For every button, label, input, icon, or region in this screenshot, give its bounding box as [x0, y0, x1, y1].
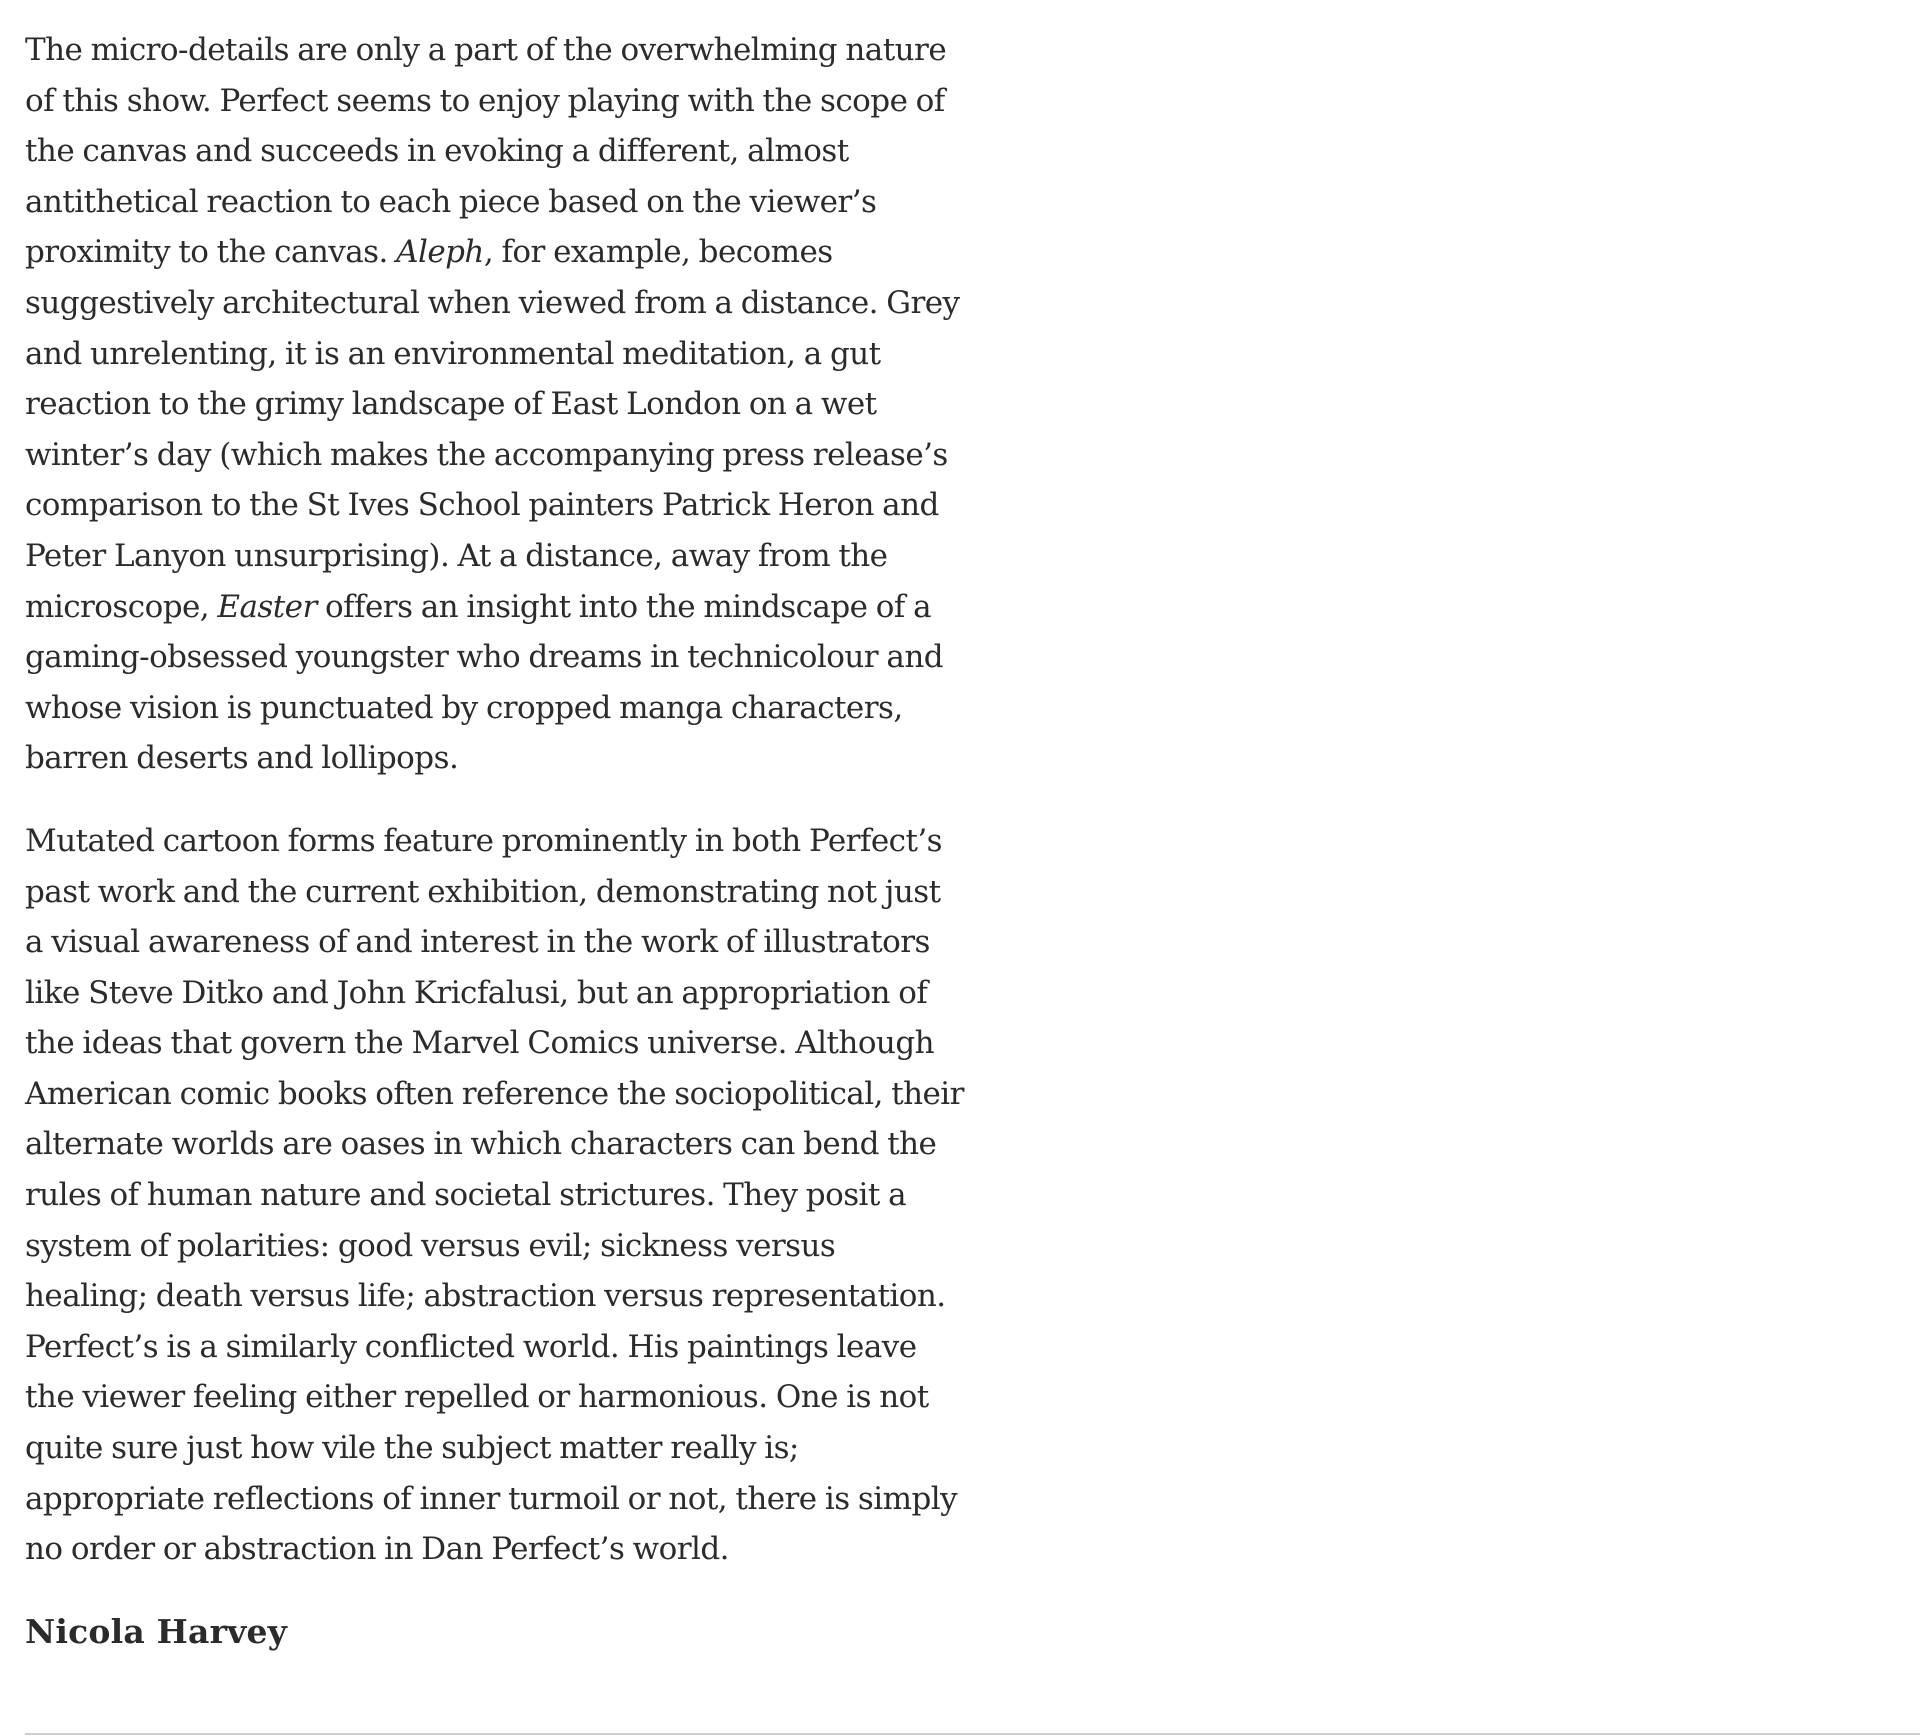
paragraph-2-text-1: Mutated cartoon forms feature prominently in both Perfect’s past work and the current exhibition, demonstrating not just a visual awareness of and interest in the work of illustrators like Steve Ditko and John Kricfalusi, but an appropriation of the ideas that govern the Marvel Comics universe. Although American comic books often reference the sociopolitical, their alternate worlds are oases in which characters can bend the rules of human nature and societal strictures. They posit a system of polarities: good versus evil; sickness versus healing; death versus life; abstraction versus representation. Perfect’s is a similarly conflicted world. His paintings leave the viewer feeling either repelled or harmonious. One is not quite sure just how vile the subject matter really is; appropriate reflections of inner turmoil or not, there is simply no order or abstraction in Dan Perfect’s world.	[25, 822, 964, 1568]
paragraph-1-text-2: , for example, becomes suggestively architectural when viewed from a distance. Grey and unrelenting, it is an environmental meditation, a gut reaction to the grimy landscape of East London on a wet winter’s day (which makes the accompanying press release’s comparison to the St Ives School painters Patrick Heron and Peter Lanyon unsurprising). At a distance, away from the microscope,	[25, 234, 960, 625]
article-paragraph-1	[25, 25, 965, 784]
article-paragraph-2	[25, 816, 965, 1575]
artwork-title-easter: Easter	[217, 588, 317, 625]
paragraph-1-text-1: The micro-details are only a part of the overwhelming nature of this show. Perfect seems to enjoy playing with the scope of the canvas and succeeds in evoking a different, almost antithetical reaction to each piece based on the viewer’s proximity to the canvas.	[25, 32, 947, 271]
divider-line	[25, 1733, 1920, 1735]
artwork-title-aleph: Aleph	[396, 234, 484, 271]
paragraph-1-text-3: offers an insight into the mindscape of a gaming-obsessed youngster who dreams in technicolour and whose vision is punctuated by cropped manga characters, barren deserts and lollipops.	[25, 588, 944, 777]
article-body	[25, 25, 965, 1657]
author-name: Nicola Harvey	[25, 1611, 288, 1651]
